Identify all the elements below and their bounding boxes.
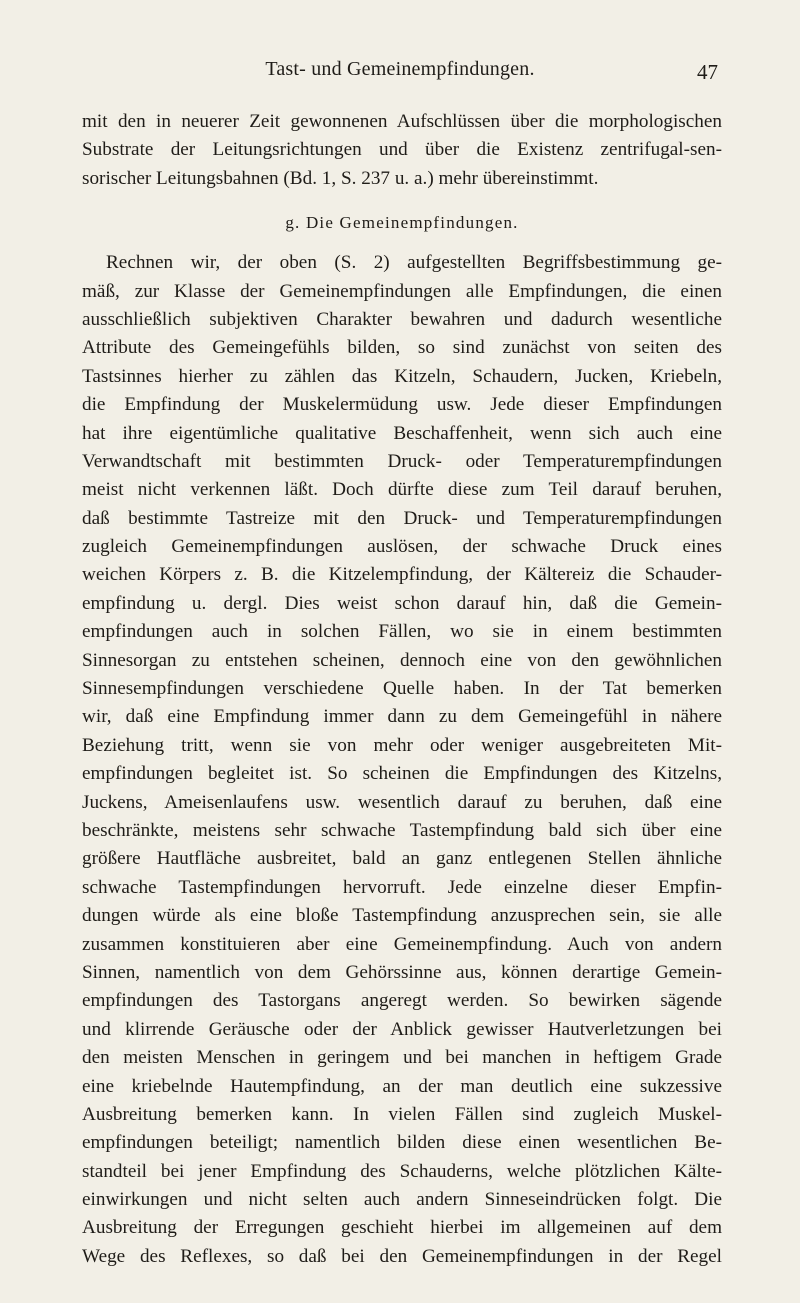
text-line: zugleich Gemeinempfindungen auslösen, der schwache Druck eines — [82, 536, 722, 558]
text-line: einwirkungen und nicht selten auch andern Sinneseindrücken folgt. Die — [82, 1189, 722, 1211]
text-line: Sinnesempfindungen verschiedene Quelle haben. In der Tat bemerken — [82, 678, 722, 700]
text-line: hat ihre eigentümliche qualitative Beschaffenheit, wenn sich auch eine — [82, 422, 722, 444]
text-line: Beziehung tritt, wenn sie von mehr oder weniger ausgebreiteten Mit- — [82, 734, 722, 756]
text-line: Rechnen wir, der oben (S. 2) aufgestellten Begriffsbestimmung ge- — [106, 252, 722, 274]
text-line: beschränkte, meistens sehr schwache Tastempfindung bald sich über eine — [82, 819, 722, 841]
text-line: zusammen konstituieren aber eine Gemeinempfindung. Auch von andern — [82, 933, 722, 955]
page-number: 47 — [697, 60, 718, 84]
text-line: Sinnesorgan zu entstehen scheinen, dennoch eine von den gewöhnlichen — [82, 649, 722, 671]
running-head: Tast- und Gemeinempfindungen. — [265, 58, 535, 80]
text-line: empfindung u. dergl. Dies weist schon darauf hin, daß die Gemein- — [82, 592, 722, 614]
text-line: empfindungen beteiligt; namentlich bilden diese einen wesentlichen Be- — [82, 1132, 722, 1154]
text-line: größere Hautfläche ausbreitet, bald an ganz entlegenen Stellen ähnliche — [82, 848, 722, 870]
text-line: schwache Tastempfindungen hervorruft. Jede einzelne dieser Empfin- — [82, 876, 722, 898]
paragraph-2 — [82, 249, 722, 1271]
text-line: empfindungen auch in solchen Fällen, wo sie in einem bestimmten — [82, 621, 722, 643]
text-line: ausschließlich subjektiven Charakter bewahren und dadurch wesentliche — [82, 308, 722, 330]
page-header — [0, 58, 800, 82]
body-text — [82, 108, 722, 1271]
text-line: daß bestimmte Tastreize mit den Druck- und Temperaturempfindungen — [82, 507, 722, 529]
text-line: empfindungen begleitet ist. So scheinen die Empfindungen des Kitzelns, — [82, 763, 722, 785]
text-line: Tastsinnes hierher zu zählen das Kitzeln, Schaudern, Jucken, Kriebeln, — [82, 365, 722, 387]
text-line: den meisten Menschen in geringem und bei manchen in heftigem Grade — [82, 1047, 722, 1069]
text-line: sorischer Leitungsbahnen (Bd. 1, S. 237 u. a.) mehr übereinstimmt. — [82, 167, 599, 189]
text-line: und klirrende Geräusche oder der Anblick gewisser Hautverletzungen bei — [82, 1018, 722, 1040]
text-line: Sinnen, namentlich von dem Gehörssinne aus, können derartige Gemein- — [82, 961, 722, 983]
text-line: standteil bei jener Empfindung des Schauderns, welche plötzlichen Kälte- — [82, 1160, 722, 1182]
text-line: weichen Körpers z. B. die Kitzelempfindung, der Kältereiz die Schauder- — [82, 564, 722, 586]
text-line: Ausbreitung bemerken kann. In vielen Fällen sind zugleich Muskel- — [82, 1103, 722, 1125]
text-line: mäß, zur Klasse der Gemeinempfindungen alle Empfindungen, die einen — [82, 280, 722, 302]
text-line: Juckens, Ameisenlaufens usw. wesentlich darauf zu beruhen, daß eine — [82, 791, 722, 813]
section-heading: g. Die Gemeinempfindungen. — [285, 213, 519, 233]
text-line: die Empfindung der Muskelermüdung usw. Jede dieser Empfindungen — [82, 394, 722, 416]
text-line: dungen würde als eine bloße Tastempfindung anzusprechen sein, sie alle — [82, 905, 722, 927]
text-line: Attribute des Gemeingefühls bilden, so sind zunächst von seiten des — [82, 337, 722, 359]
text-line: wir, daß eine Empfindung immer dann zu dem Gemeingefühl in nähere — [82, 706, 722, 728]
paragraph-1 — [82, 108, 722, 193]
text-line: eine kriebelnde Hautempfindung, an der man deutlich eine sukzessive — [82, 1075, 722, 1097]
text-line: Verwandtschaft mit bestimmten Druck- oder Temperaturempfindungen — [82, 450, 722, 472]
text-line: meist nicht verkennen läßt. Doch dürfte diese zum Teil darauf beruhen, — [82, 479, 722, 501]
text-line: Ausbreitung der Erregungen geschieht hierbei im allgemeinen auf dem — [82, 1217, 722, 1239]
text-line: mit den in neuerer Zeit gewonnenen Aufschlüssen über die morphologischen — [82, 111, 722, 132]
text-line: Wege des Reflexes, so daß bei den Gemeinempfindungen in der Regel — [82, 1245, 722, 1267]
text-line: Substrate der Leitungsrichtungen und über die Existenz zentrifugal-sen- — [82, 139, 722, 161]
text-line: empfindungen des Tastorgans angeregt werden. So bewirken sägende — [82, 990, 722, 1012]
